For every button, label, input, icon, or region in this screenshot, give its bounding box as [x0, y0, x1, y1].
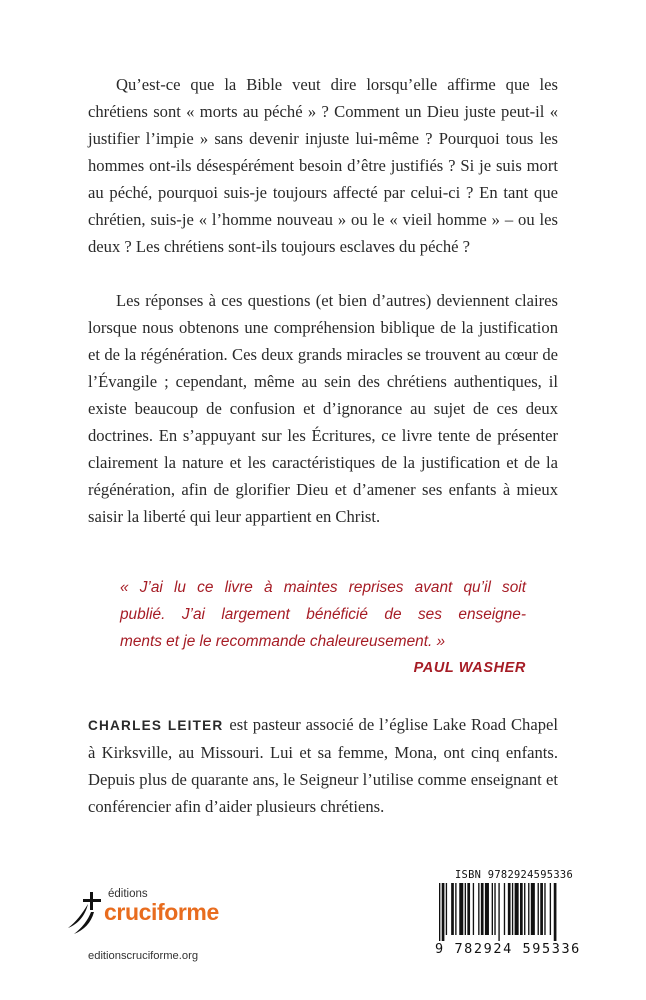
barcode-bar: [492, 883, 493, 935]
barcode-bar: [446, 883, 447, 935]
quote-line: « J’ai lu ce livre à maintes reprises avant qu’il soit: [120, 579, 526, 596]
barcode-bar: [550, 883, 551, 935]
barcode-bar: [540, 883, 543, 935]
barcode-bar: [455, 883, 456, 935]
barcode-bar: [485, 883, 489, 935]
endorsement-quote: [120, 574, 526, 655]
barcode-bar: [498, 883, 499, 941]
barcode-bar: [481, 883, 484, 935]
barcode-bar: [544, 883, 545, 935]
quote-line: publié. J’ai largement bénéficié de ses enseigne-: [120, 606, 526, 623]
isbn-digits: 9 782924 595336: [435, 941, 581, 957]
logo-brand-text: cruciforme: [104, 899, 219, 925]
barcode-bar: [442, 883, 445, 941]
barcode-bar: [538, 883, 539, 935]
author-bio: [88, 711, 558, 820]
barcode-bar: [451, 883, 454, 935]
author-name: CHARLES LEITER: [88, 718, 224, 733]
barcode-bars-icon: [425, 883, 585, 941]
barcode-bar: [465, 883, 466, 935]
quote-line: ments et je le recommande chaleureusement. »: [120, 633, 446, 650]
barcode-bar: [467, 883, 470, 935]
barcode-bar: [459, 883, 463, 935]
quote-author: PAUL WASHER: [413, 660, 526, 676]
publisher-website: editionscruciforme.org: [88, 950, 199, 962]
barcode-bar: [504, 883, 505, 935]
isbn-label: ISBN 9782924595336: [455, 869, 574, 881]
barcode-bar: [528, 883, 529, 935]
barcode-bar: [508, 883, 511, 935]
isbn-barcode: [425, 869, 585, 969]
barcode-bar: [515, 883, 519, 935]
barcode-bar: [439, 883, 440, 941]
barcode-bar: [520, 883, 523, 935]
barcode-bar: [524, 883, 525, 935]
barcode-bar: [554, 883, 557, 941]
barcode-bar: [531, 883, 535, 935]
barcode-bar: [473, 883, 474, 935]
author-bio-text: est pasteur associé de l’église Lake Road Chapel à Kirksville, au Missouri. Lui et sa femme, Mona, ont cinq enfants. Depuis plus de quarante ans, le Seigneur l’utilise comme enseignant et conférencier afin d’aider plusieurs chrétiens.: [88, 715, 558, 816]
description-paragraph-1: Qu’est-ce que la Bible veut dire lorsqu’elle affirme que les chrétiens sont « morts au péché » ? Comment un Dieu juste peut-il « justifier l’impie » sans devenir injuste lui-même ? Pourquoi tous les hommes ont-ils désespérément besoin d’être justifiés ? Si je suis mort au péché, pourquoi suis-je toujours affecté par celui-ci ? En tant que chrétien, suis-je « l’homme nouveau » ou le « vieil homme » – ou les deux ? Les chrétiens sont-ils toujours esclaves du péché ?: [88, 75, 558, 256]
barcode-bar: [512, 883, 513, 935]
barcode-bar: [494, 883, 495, 935]
description-paragraph-2: Les réponses à ces questions (et bien d’autres) deviennent claires lorsque nous obtenons une compréhension biblique de la justification et de la régénération. Ces deux grands miracles se trouvent au cœur de l’Évangile ; cependant, même au sein des chrétiens authentiques, il existe beaucoup de confusion et d’ignorance au sujet de ces deux doctrines. En s’appuyant sur les Écritures, ce livre tente de présenter clairement la nature et les caractéristiques de la justification et de la régénération, afin de glorifier Dieu et d’amener ses enfants à mieux saisir la liberté qui leur appartient en Christ.: [88, 291, 558, 526]
barcode-bar: [478, 883, 479, 935]
logo-small-text: éditions: [108, 888, 148, 900]
publisher-logo: [66, 888, 226, 936]
